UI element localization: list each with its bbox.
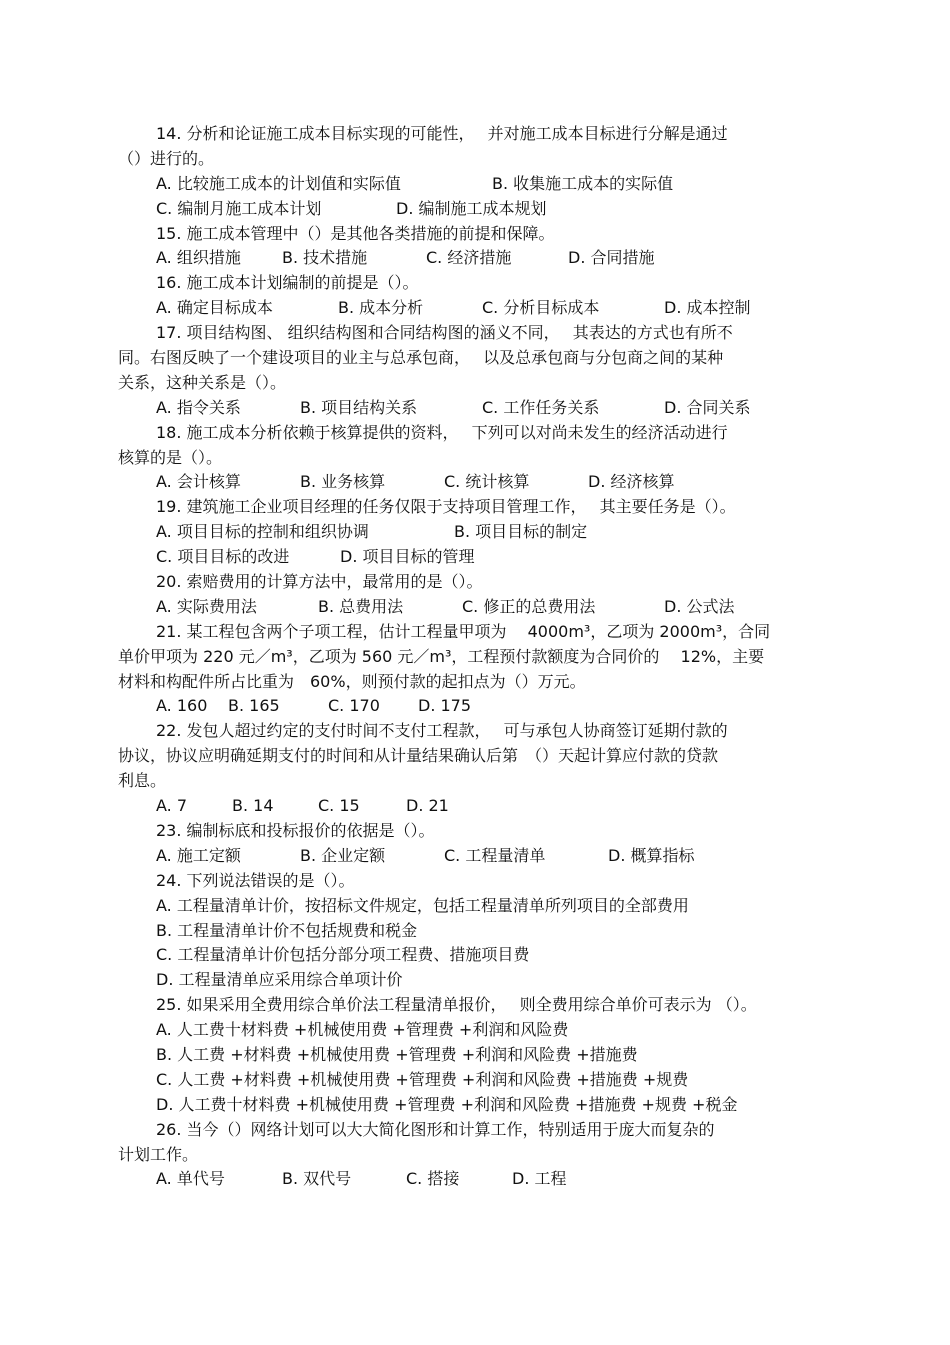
answer-option: C. 统计核算 <box>444 472 530 492</box>
answer-option: B. 成本分析 <box>338 298 424 318</box>
question-stem: 14. 分析和论证施工成本目标实现的可能性， 并对施工成本目标进行分解是通过 <box>156 124 728 143</box>
answer-option: A. 确定目标成本 <box>156 298 273 318</box>
answer-option: C. 修正的总费用法 <box>462 596 596 616</box>
answer-option: B. 165 <box>228 696 280 716</box>
answer-option: A. 组织措施 <box>156 248 241 268</box>
answer-option: D. 项目目标的管理 <box>340 547 475 567</box>
option-row <box>118 894 818 919</box>
option-row <box>118 794 818 819</box>
question-stem: 17. 项目结构图、 组织结构图和合同结构图的涵义不同， 其表达的方式也有所不 <box>156 323 733 343</box>
answer-option: B. 技术措施 <box>282 248 368 268</box>
answer-option: C. 工程量清单 <box>444 845 546 865</box>
answer-option: A. 实际费用法 <box>156 596 257 616</box>
answer-option: D. 经济核算 <box>588 472 675 492</box>
option-row <box>118 1018 818 1043</box>
answer-option: A. 7 <box>156 796 188 816</box>
question-stem: 26. 当今（）网络计划可以大大简化图形和计算工作，特别适用于庞大而复杂的 <box>156 1119 715 1139</box>
answer-option: C. 搭接 <box>406 1169 460 1189</box>
question-item <box>118 719 818 819</box>
question-stem: 20. 索赔费用的计算方法中，最常用的是（）。 <box>156 572 483 592</box>
question-stem: 22. 发包人超过约定的支付时间不支付工程款， 可与承包人协商签订延期付款的 <box>156 721 728 741</box>
answer-option: B. 总费用法 <box>318 596 404 616</box>
question-item <box>118 222 818 272</box>
option-row <box>118 396 818 421</box>
question-stem: 25. 如果采用全费用综合单价法工程量清单报价， 则全费用综合单价可表示为 （）。 <box>156 995 757 1015</box>
question-item <box>118 993 818 1117</box>
answer-option: B. 工程量清单计价不包括规费和税金 <box>156 920 418 940</box>
option-row <box>118 694 818 719</box>
question-stem-continued: 材料和构配件所占比重为 60%，则预付款的起扣点为（）万元。 <box>118 671 586 691</box>
answer-option: D. 公式法 <box>664 596 735 616</box>
answer-option: A. 人工费十材料费 +机械使用费 +管理费 +利润和风险费 <box>156 1020 569 1040</box>
answer-option: B. 项目目标的制定 <box>454 522 588 542</box>
answer-option: D. 编制施工成本规划 <box>396 198 547 218</box>
question-list <box>118 122 818 1192</box>
option-row <box>118 1043 818 1068</box>
question-item <box>118 122 818 222</box>
option-row <box>118 968 818 993</box>
question-item <box>118 570 818 620</box>
answer-option: A. 工程量清单计价，按招标文件规定，包括工程量清单所列项目的全部费用 <box>156 895 689 915</box>
question-stem: 16. 施工成本计划编制的前提是（）。 <box>156 273 419 293</box>
answer-option: C. 项目目标的改进 <box>156 547 290 567</box>
answer-option: D. 合同关系 <box>664 397 751 417</box>
answer-option: C. 170 <box>328 696 380 716</box>
question-stem: 24. 下列说法错误的是（）。 <box>156 870 355 890</box>
question-item <box>118 620 818 720</box>
question-stem-continued: 同。右图反映了一个建设项目的业主与总承包商， 以及总承包商与分包商之间的某种 <box>118 348 724 368</box>
answer-option: D. 工程量清单应采用综合单项计价 <box>156 970 403 990</box>
option-row <box>118 520 818 545</box>
question-stem-continued: 单价甲项为 220 元／m³，乙项为 560 元／m³，工程预付款额度为合同价的 12%，主要 <box>118 646 765 666</box>
option-row <box>118 844 818 869</box>
option-row <box>118 1167 818 1192</box>
option-row <box>118 296 818 321</box>
option-row <box>118 1093 818 1118</box>
question-stem-continued: 协议，协议应明确延期支付的时间和从计量结果确认后第 （）天起计算应付款的贷款 <box>118 746 719 766</box>
question-item <box>118 321 818 421</box>
answer-option: B. 人工费 +材料费 +机械使用费 +管理费 +利润和风险费 +措施费 <box>156 1044 638 1064</box>
answer-option: C. 编制月施工成本计划 <box>156 198 322 218</box>
answer-option: D. 175 <box>418 696 472 716</box>
answer-option: C. 经济措施 <box>426 248 512 268</box>
answer-option: A. 单代号 <box>156 1169 225 1189</box>
question-stem-continued: （）进行的。 <box>118 148 215 168</box>
question-stem-continued: 核算的是（）。 <box>118 447 223 467</box>
question-item <box>118 271 818 321</box>
answer-option: B. 业务核算 <box>300 472 386 492</box>
question-stem: 18. 施工成本分析依赖于核算提供的资料， 下列可以对尚未发生的经济活动进行 <box>156 422 728 442</box>
question-stem-continued: 关系，这种关系是（）。 <box>118 372 287 392</box>
answer-option: B. 收集施工成本的实际值 <box>492 173 674 193</box>
answer-option: A. 指令关系 <box>156 397 241 417</box>
question-item <box>118 1118 818 1193</box>
answer-option: C. 工程量清单计价包括分部分项工程费、措施项目费 <box>156 945 530 965</box>
option-row <box>118 943 818 968</box>
answer-option: B. 企业定额 <box>300 845 386 865</box>
question-stem: 23. 编制标底和投标报价的依据是（）。 <box>156 820 435 840</box>
question-stem-continued: 利息。 <box>118 771 167 791</box>
answer-option: A. 施工定额 <box>156 845 241 865</box>
question-stem: 19. 建筑施工企业项目经理的任务仅限于支持项目管理工作， 其主要任务是（）。 <box>156 497 736 517</box>
answer-option: C. 工作任务关系 <box>482 397 600 417</box>
answer-option: C. 人工费 +材料费 +机械使用费 +管理费 +利润和风险费 +措施费 +规费 <box>156 1069 689 1089</box>
option-row <box>118 595 818 620</box>
option-row <box>118 470 818 495</box>
question-item <box>118 869 818 993</box>
question-item <box>118 421 818 496</box>
answer-option: B. 14 <box>232 796 274 816</box>
option-row <box>118 545 818 570</box>
answer-option: C. 15 <box>318 796 360 816</box>
question-item <box>118 819 818 869</box>
question-item <box>118 495 818 570</box>
answer-option: B. 项目结构关系 <box>300 397 418 417</box>
option-row <box>118 1068 818 1093</box>
answer-option: D. 工程 <box>512 1169 567 1189</box>
option-row <box>118 197 818 222</box>
option-row <box>118 919 818 944</box>
option-row <box>118 246 818 271</box>
answer-option: D. 概算指标 <box>608 845 695 865</box>
question-stem: 21. 某工程包含两个子项工程，估计工程量甲项为 4000m³，乙项为 2000m³，合同 <box>156 621 771 641</box>
answer-option: D. 21 <box>406 796 449 816</box>
option-row <box>118 172 818 197</box>
answer-option: A. 会计核算 <box>156 472 241 492</box>
answer-option: C. 分析目标成本 <box>482 298 600 318</box>
answer-option: D. 成本控制 <box>664 298 751 318</box>
answer-option: D. 人工费十材料费 +机械使用费 +管理费 +利润和风险费 +措施费 +规费 +税金 <box>156 1094 738 1114</box>
answer-option: A. 比较施工成本的计划值和实际值 <box>156 173 401 193</box>
answer-option: D. 合同措施 <box>568 248 655 268</box>
answer-option: A. 项目目标的控制和组织协调 <box>156 522 369 542</box>
question-stem: 15. 施工成本管理中（）是其他各类措施的前提和保障。 <box>156 223 555 243</box>
question-stem-continued: 计划工作。 <box>118 1144 199 1164</box>
answer-option: B. 双代号 <box>282 1169 352 1189</box>
answer-option: A. 160 <box>156 696 208 716</box>
